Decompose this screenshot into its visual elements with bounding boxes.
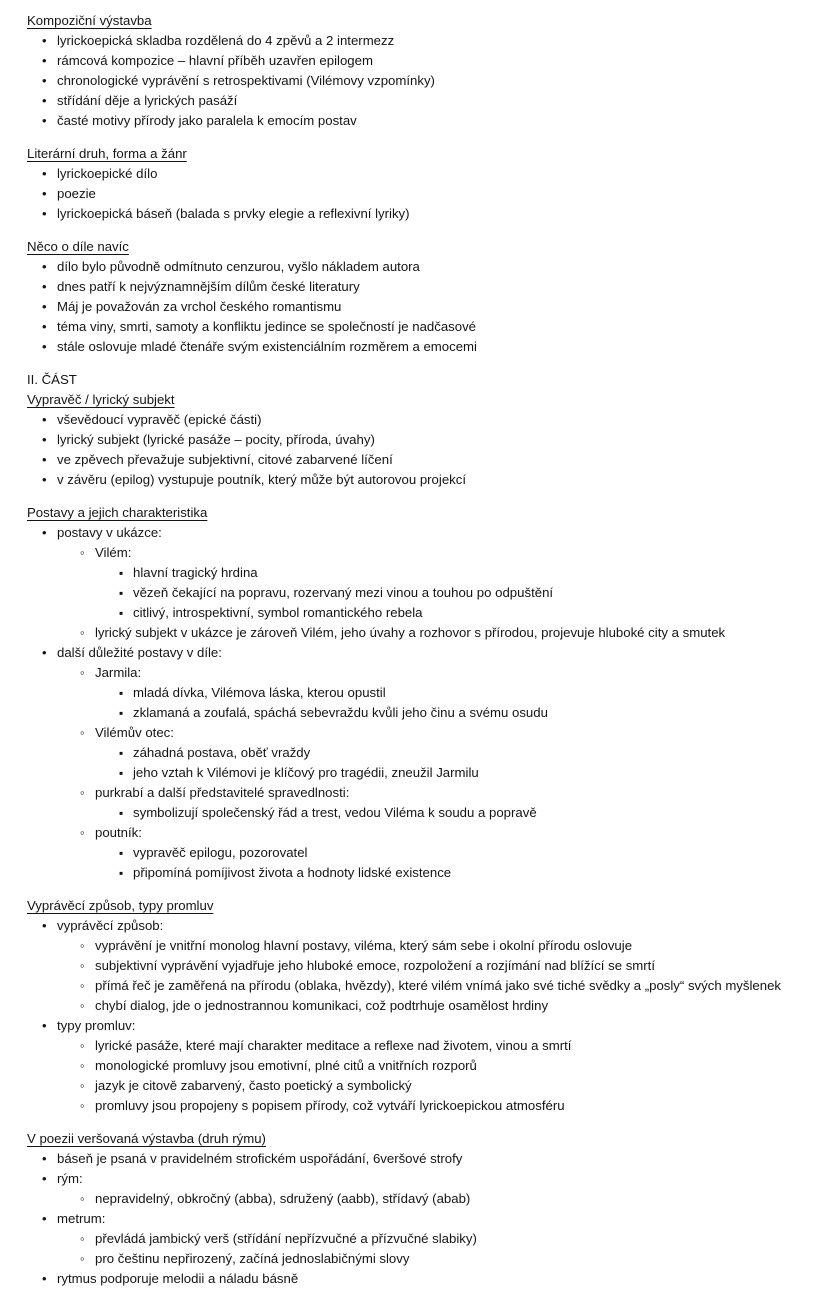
list-item: ◦ subjektivní vyprávění vyjadřuje jeho hluboké emoce, rozpoložení a rozjímání nad blížící se smrtí (80, 956, 795, 976)
list-item: • vyprávěcí způsob: ◦ vyprávění je vnitřní monolog hlavní postavy, viléma, který sám sebe i okolní přírodu oslovuje ◦ subjektivní vyprávění vyjadřuje jeho hluboké emoce, rozpoložení a rozjímání nad blížící se smrtí ◦ přímá řeč je zaměřená na přírodu (oblaka, hvězdy), které vilém vnímá jako své tiché svědky a „posly“ svých myšlenek ◦ chybí dialog, jde o jednostrannou komunikaci, což podtrhuje osamělost hrdiny (42, 916, 795, 1016)
list-item: ▪ hlavní tragický hrdina (118, 563, 795, 583)
heading-text: Vypravěč / lyrický subjekt (27, 392, 175, 407)
section-heading-vypravec-lyricky-subjekt (27, 390, 795, 410)
list-item: • rytmus podporuje melodii a náladu básně (42, 1269, 795, 1289)
list-item: ◦ lyrický subjekt v ukázce je zároveň Vilém, jeho úvahy a rozhovor s přírodou, projevuje hluboké city a smutek (80, 623, 795, 643)
heading-text: V poezii veršovaná výstavba (druh rýmu) (27, 1131, 266, 1146)
list-item: ◦ vyprávění je vnitřní monolog hlavní postavy, viléma, který sám sebe i okolní přírodu oslovuje (80, 936, 795, 956)
list-item: • lyrickoepické dílo (42, 164, 795, 184)
list-item: • typy promluv: ◦ lyrické pasáže, které mají charakter meditace a reflexe nad životem, vinou a smrtí ◦ monologické promluvy jsou emotivní, plné citů a vnitřních rozporů ◦ jazyk je citově zabarvený, často poetický a symbolický ◦ promluvy jsou propojeny s popisem přírody, což vytváří lyrickoepickou atmosféru (42, 1016, 795, 1116)
list-item: • rým: ◦ nepravidelný, obkročný (abba), sdružený (aabb), střídavý (abab) (42, 1169, 795, 1209)
sublist-metrum (80, 1229, 795, 1269)
list-item: • chronologické vyprávění s retrospektivami (Vilémovy vzpomínky) (42, 71, 795, 91)
list-item: • Máj je považován za vrchol českého romantismu (42, 297, 795, 317)
section-heading-neco-o-dile-navic (27, 237, 795, 257)
list-item: • střídání děje a lyrických pasáží (42, 91, 795, 111)
list-item: ◦ převládá jambický verš (střídání nepřízvučné a přízvučné slabiky) (80, 1229, 795, 1249)
list-item: • v závěru (epilog) vystupuje poutník, který může být autorovou projekcí (42, 470, 795, 490)
list-item: ◦ lyrické pasáže, které mají charakter meditace a reflexe nad životem, vinou a smrtí (80, 1036, 795, 1056)
section-heading-kompozicni-vystavba (27, 11, 795, 31)
list-item: ▪ symbolizují společenský řád a trest, vedou Viléma k soudu a popravě (118, 803, 795, 823)
list-item: • stále oslovuje mladé čtenáře svým existenciálním rozměrem a emocemi (42, 337, 795, 357)
list-vypravec (42, 410, 795, 490)
list-item: • báseň je psaná v pravidelném strofickém uspořádání, 6veršové strofy (42, 1149, 795, 1169)
sublist-poutnik (118, 843, 795, 883)
list-item: ◦ jazyk je citově zabarvený, často poetický a symbolický (80, 1076, 795, 1096)
heading-text: Literární druh, forma a žánr (27, 146, 187, 161)
sublist-postavy-v-ukazce (80, 543, 795, 643)
section-heading-versovana-vystavba (27, 1129, 795, 1149)
list-item: ◦ poutník: ▪ vypravěč epilogu, pozorovatel ▪ připomíná pomíjivost života a hodnoty lidské existence (80, 823, 795, 883)
list-item: ◦ Vilém: ▪ hlavní tragický hrdina ▪ vězeň čekající na popravu, rozervaný mezi vinou a touhou po odpuštění ▪ citlivý, introspektivní, symbol romantického rebela (80, 543, 795, 623)
list-item: • vševědoucí vypravěč (epické části) (42, 410, 795, 430)
list-item: ◦ přímá řeč je zaměřená na přírodu (oblaka, hvězdy), které vilém vnímá jako své tiché svědky a „posly“ svých myšlenek (80, 976, 795, 996)
list-item: • lyrický subjekt (lyrické pasáže – pocity, příroda, úvahy) (42, 430, 795, 450)
list-item: • téma viny, smrti, samoty a konfliktu jedince se společností je nadčasové (42, 317, 795, 337)
list-versovana-vystavba (42, 1149, 795, 1289)
list-item: ◦ pro češtinu nepřirozený, začíná jednoslabičnými slovy (80, 1249, 795, 1269)
sublist-typy-promluv (80, 1036, 795, 1116)
list-item: • lyrickoepická báseň (balada s prvky elegie a reflexivní lyriky) (42, 204, 795, 224)
list-item: ▪ zklamaná a zoufalá, spáchá sebevraždu kvůli jeho činu a svému osudu (118, 703, 795, 723)
heading-text: Postavy a jejich charakteristika (27, 505, 208, 520)
sublist-jarmila (118, 683, 795, 723)
sublist-purkrabi (118, 803, 795, 823)
list-item: • metrum: ◦ převládá jambický verš (střídání nepřízvučné a přízvučné slabiky) ◦ pro češtinu nepřirozený, začíná jednoslabičnými slovy (42, 1209, 795, 1269)
section-heading-literarni-druh (27, 144, 795, 164)
list-item: • ve zpěvech převažuje subjektivní, citové zabarvené líčení (42, 450, 795, 470)
list-item: ◦ monologické promluvy jsou emotivní, plné citů a vnitřních rozporů (80, 1056, 795, 1076)
sublist-vypraveci-zpusob (80, 936, 795, 1016)
list-item: ◦ nepravidelný, obkročný (abba), sdružený (aabb), střídavý (abab) (80, 1189, 795, 1209)
list-item: ◦ chybí dialog, jde o jednostrannou komunikaci, což podtrhuje osamělost hrdiny (80, 996, 795, 1016)
heading-text: Vyprávěcí způsob, typy promluv (27, 898, 214, 913)
part-label: II. ČÁST (27, 372, 77, 387)
list-item: • rámcová kompozice – hlavní příběh uzavřen epilogem (42, 51, 795, 71)
list-item: • časté motivy přírody jako paralela k emocím postav (42, 111, 795, 131)
list-neco-o-dile-navic (42, 257, 795, 357)
list-item: ▪ připomíná pomíjivost života a hodnoty lidské existence (118, 863, 795, 883)
list-item: ▪ záhadná postava, oběť vraždy (118, 743, 795, 763)
list-item: ◦ Jarmila: ▪ mladá dívka, Vilémova láska, kterou opustil ▪ zklamaná a zoufalá, spáchá sebevraždu kvůli jeho činu a svému osudu (80, 663, 795, 723)
list-item: • dílo bylo původně odmítnuto cenzurou, vyšlo nákladem autora (42, 257, 795, 277)
sublist-vilemuv-otec (118, 743, 795, 783)
list-postavy (42, 523, 795, 883)
list-item: • poezie (42, 184, 795, 204)
list-item: • lyrickoepická skladba rozdělená do 4 zpěvů a 2 intermezz (42, 31, 795, 51)
list-item: ▪ jeho vztah k Vilémovi je klíčový pro tragédii, zneužil Jarmilu (118, 763, 795, 783)
list-item: ◦ purkrabí a další představitelé spravedlnosti: ▪ symbolizují společenský řád a trest, vedou Viléma k soudu a popravě (80, 783, 795, 823)
list-item: ◦ Vilémův otec: ▪ záhadná postava, oběť vraždy ▪ jeho vztah k Vilémovi je klíčový pro tragédii, zneužil Jarmilu (80, 723, 795, 783)
list-item: ▪ vězeň čekající na popravu, rozervaný mezi vinou a touhou po odpuštění (118, 583, 795, 603)
list-item: ▪ citlivý, introspektivní, symbol romantického rebela (118, 603, 795, 623)
list-item: ◦ promluvy jsou propojeny s popisem přírody, což vytváří lyrickoepickou atmosféru (80, 1096, 795, 1116)
section-heading-postavy (27, 503, 795, 523)
list-item: • postavy v ukázce: ◦ Vilém: ▪ hlavní tragický hrdina ▪ vězeň čekající na popravu, rozervaný mezi vinou a touhou po odpuštění ▪ citlivý, introspektivní, symbol romantického rebela ◦ lyrický subjekt v ukázce je zároveň Vilém, jeho úvahy a rozhovor s přírodou, projevuje hluboké city a smutek (42, 523, 795, 643)
sublist-vilem (118, 563, 795, 623)
list-item: ▪ vypravěč epilogu, pozorovatel (118, 843, 795, 863)
list-literarni-druh (42, 164, 795, 224)
heading-text: Kompoziční výstavba (27, 13, 152, 28)
list-item: • další důležité postavy v díle: ◦ Jarmila: ▪ mladá dívka, Vilémova láska, kterou opustil ▪ zklamaná a zoufalá, spáchá sebevraždu kvůli jeho činu a svému osudu ◦ Vilémův otec: ▪ záhadná postava, oběť vraždy ▪ jeho vztah k Vilémovi je klíčový pro tragédii, zneužil Jarmilu ◦ purkrabí a další představitelé spravedlnosti: ▪ symbolizují společenský řád a trest, vedou Viléma k soudu a popravě ◦ poutník: ▪ vypravěč epilogu, pozorovatel ▪ připomíná pomíjivost života a hodnoty lidské existence (42, 643, 795, 883)
list-item: ▪ mladá dívka, Vilémova láska, kterou opustil (118, 683, 795, 703)
list-kompozicni-vystavba (42, 31, 795, 131)
sublist-dalsi-postavy (80, 663, 795, 883)
heading-text: Něco o díle navíc (27, 239, 129, 254)
list-item: • dnes patří k nejvýznamnějším dílům české literatury (42, 277, 795, 297)
list-vypraveci-zpusob (42, 916, 795, 1116)
sublist-rym (80, 1189, 795, 1209)
section-heading-vypraveci-zpusob (27, 896, 795, 916)
